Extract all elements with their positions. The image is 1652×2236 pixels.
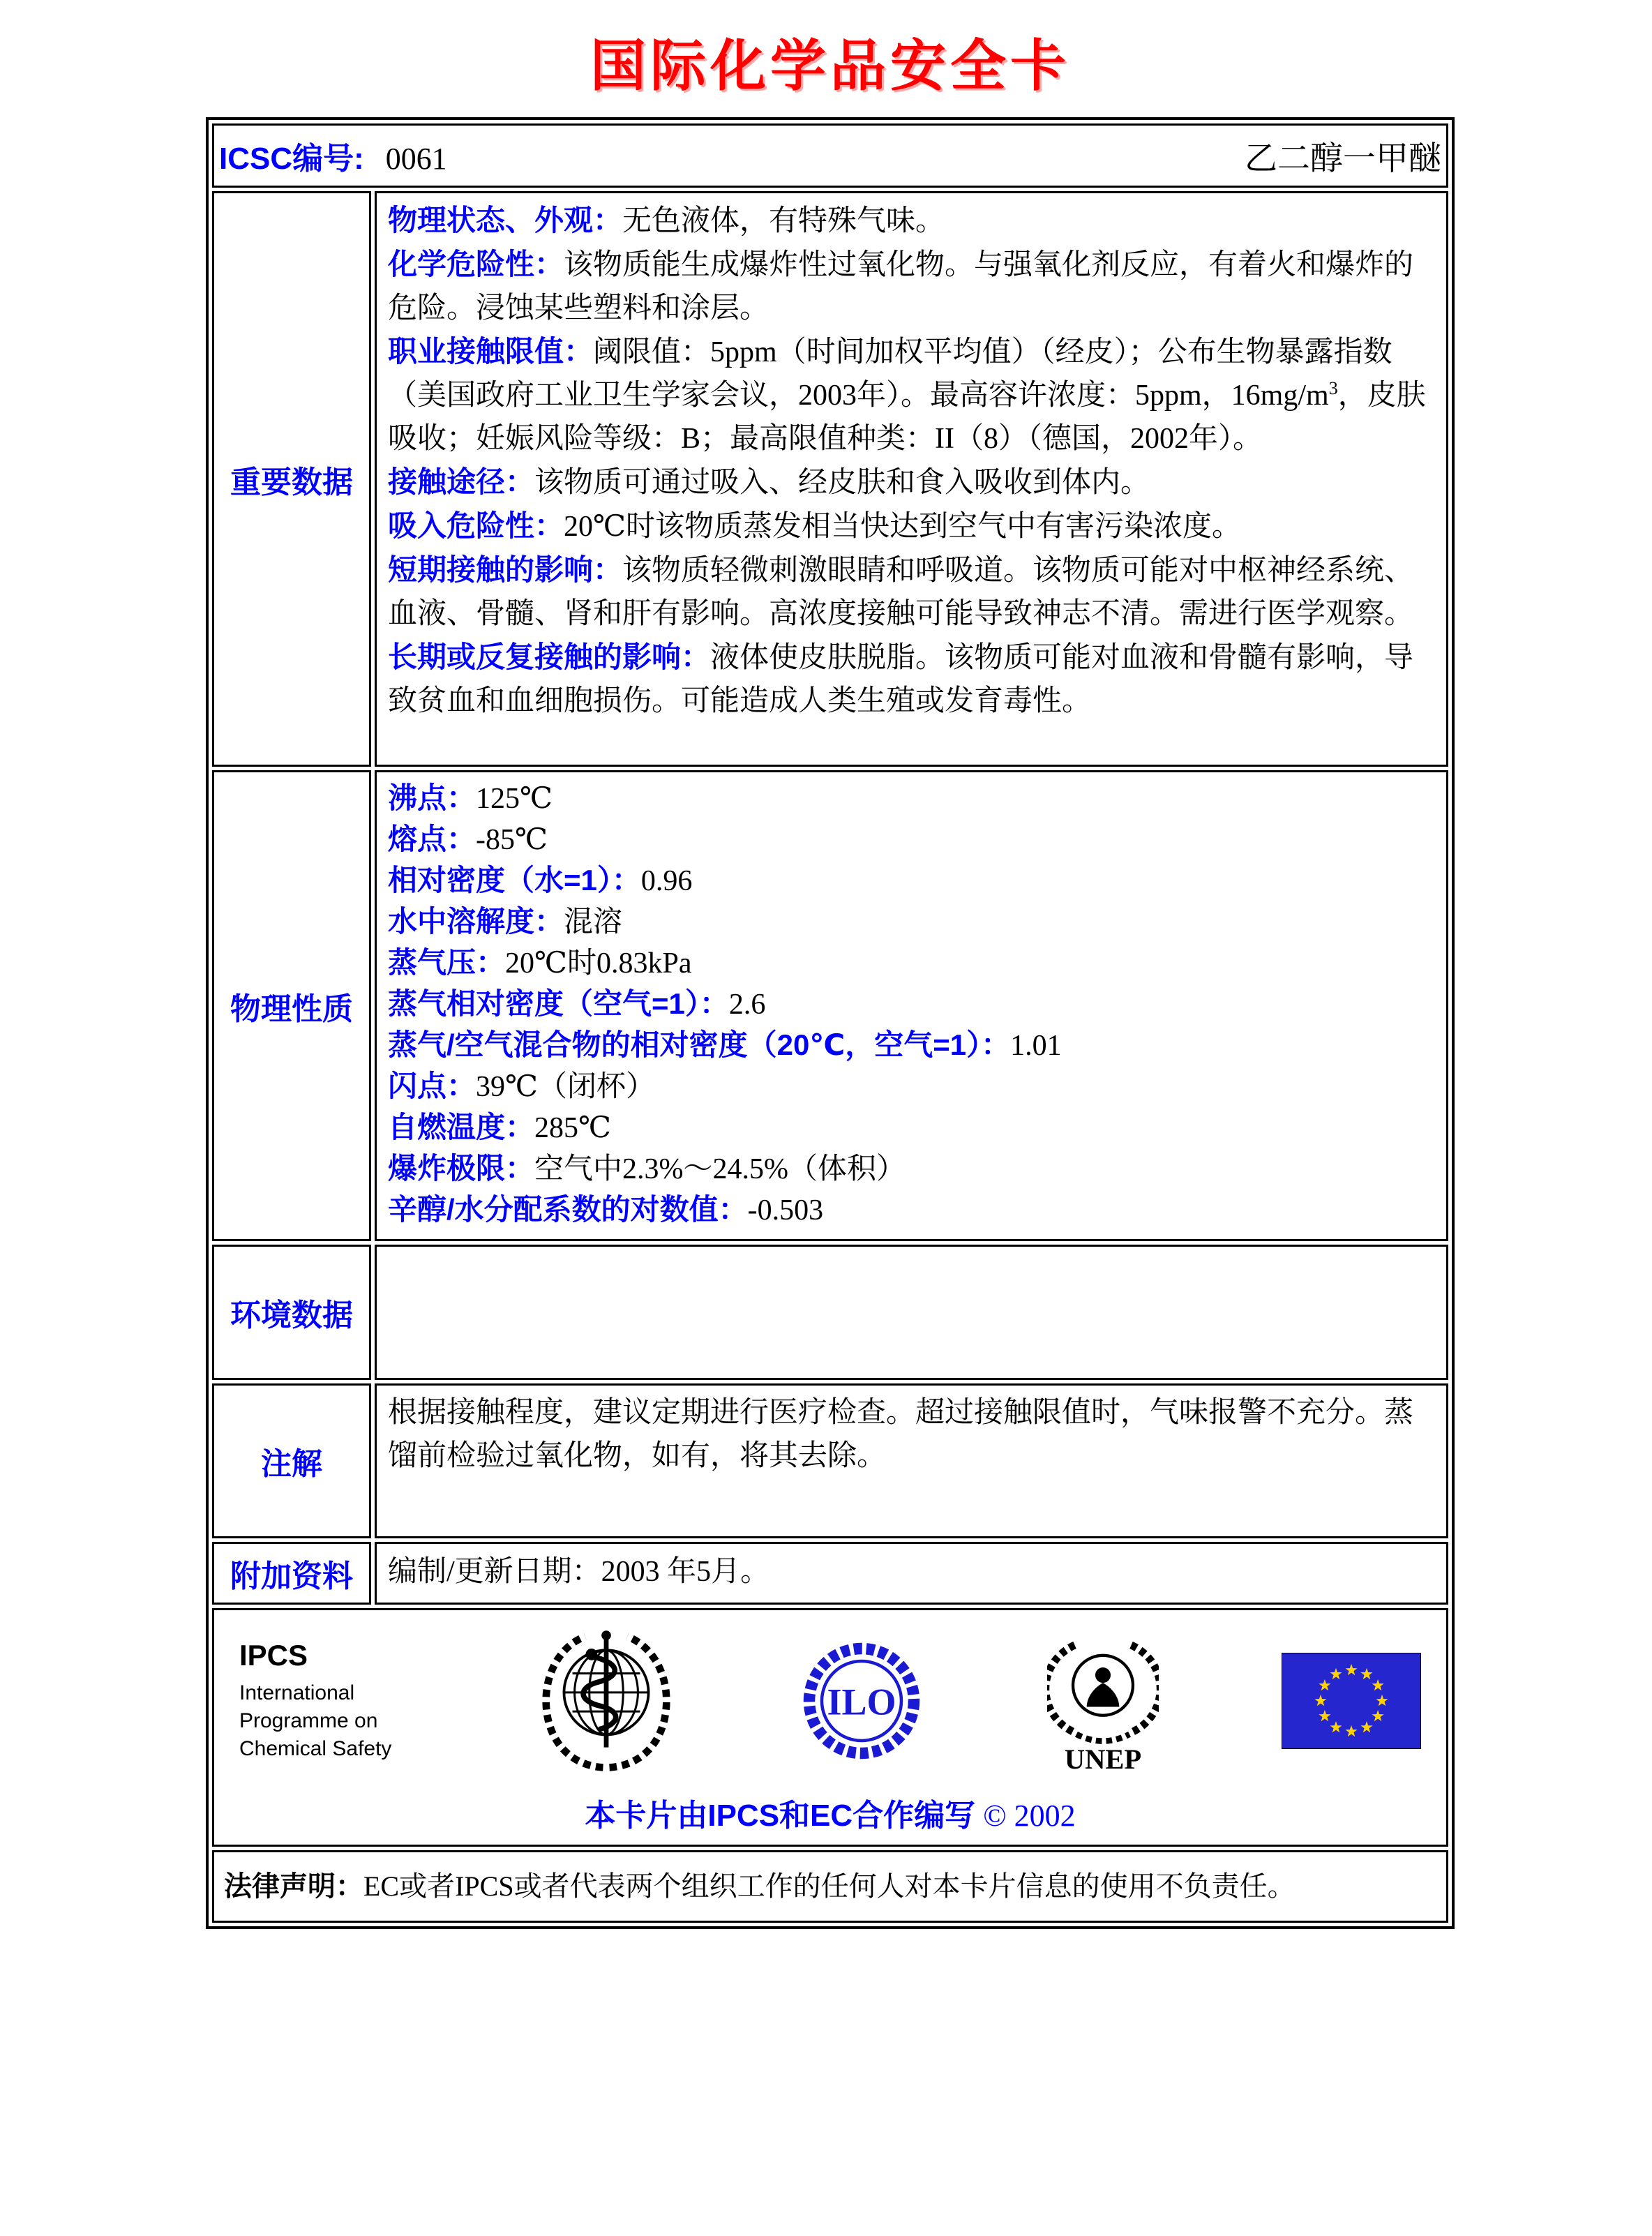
property-value: 1.01 [1010,1030,1062,1062]
property-value: 2.6 [728,989,766,1021]
item-label: 吸入危险性： [388,509,564,542]
property-value: 125℃ [476,783,553,815]
unep-text: UNEP [1064,1743,1142,1773]
ipcs-title: IPCS [239,1639,308,1672]
property-label: 蒸气相对密度（空气=1）： [388,987,729,1020]
property-item [388,901,1435,943]
item-text: 该物质轻微刺激眼睛和呼吸道。该物质可能对中枢神经系统、血液、骨髓、肾和肝有影响。高浓度接触可能导致神志不清。需进行医学观察。 [388,555,1414,630]
property-item [388,1025,1435,1066]
superscript-3: 3 [1328,378,1338,398]
section-label-notes: 注解 [212,1383,371,1538]
property-label: 爆炸极限： [388,1152,535,1185]
ipcs-subtitle-line: Programme on [239,1709,378,1732]
section-label-additional-info: 附加资料 [212,1542,371,1605]
footer-row [212,1608,1448,1847]
ipcs-subtitle-line: Chemical Safety [239,1737,392,1760]
section-label-important-data: 重要数据 [212,191,371,767]
property-value: -0.503 [747,1194,824,1226]
important-data-item [388,460,1435,504]
property-label: 水中溶解度： [388,905,564,938]
property-item [388,1190,1435,1231]
icsc-number-label: ICSC编号: [219,142,364,176]
notes-content: 根据接触程度，建议定期进行医疗检查。超过接触限值时，气味报警不充分。蒸馏前检验过氧化物，如有，将其去除。 [375,1383,1448,1538]
item-text: 液体使皮肤脱脂。该物质可能对血液和骨髓有影响，导致贫血和血细胞损伤。可能造成人类生殖或发育毒性。 [388,642,1414,717]
ipcs-subtitle-line: International [239,1681,355,1704]
item-text: 无色液体，有特殊气味。 [622,205,945,237]
footer-cell [212,1608,1448,1847]
important-data-row [212,191,1448,767]
property-item [388,1107,1435,1148]
environmental-data-content [375,1245,1448,1380]
property-item [388,1148,1435,1190]
additional-info-row [212,1542,1448,1605]
eu-flag-icon [1282,1653,1421,1749]
property-item [388,819,1435,860]
credit-text: 本卡片由IPCS和EC合作编写 [585,1799,976,1833]
legal-text: EC或者IPCS或者代表两个组织工作的任何人对本卡片信息的使用不负责任。 [363,1870,1296,1902]
property-item [388,860,1435,901]
logos-row [232,1623,1428,1779]
legal-cell [212,1850,1448,1923]
item-text: 该物质可通过吸入、经皮肤和食入吸收到体内。 [534,467,1150,499]
environmental-data-row [212,1245,1448,1380]
property-label: 自燃温度： [388,1111,535,1143]
item-text: 阈限值：5ppm（时间加权平均值）（经皮）；公布生物暴露指数（美国政府工业卫生学家会议，2003年）。最高容许浓度：5ppm，16mg/m [388,336,1392,412]
icsc-number-value: 0061 [385,142,447,176]
property-item [388,943,1435,984]
property-value: 20℃时0.83kPa [505,947,692,980]
legal-row [212,1850,1448,1923]
header-cell [212,123,1448,188]
who-emblem-icon [536,1627,676,1775]
property-label: 沸点： [388,781,476,814]
property-value: 285℃ [534,1112,611,1144]
important-data-item [388,504,1435,548]
icsc-card-table [206,117,1455,1929]
credit-year: © 2002 [983,1799,1076,1833]
property-value: 0.96 [640,865,693,897]
ilo-text: ILO [827,1681,896,1723]
credit-line [232,1790,1428,1835]
property-label: 闪点： [388,1070,476,1102]
header-row [212,123,1448,188]
item-label: 化学危险性： [388,248,564,280]
ilo-emblem-icon [799,1638,924,1764]
item-label: 物理状态、外观： [388,204,623,237]
property-value: 39℃（闭杯） [476,1071,655,1103]
physical-properties-row [212,770,1448,1241]
notes-row [212,1383,1448,1538]
item-label: 职业接触限值： [388,335,594,368]
physical-properties-content [375,770,1448,1241]
property-value: -85℃ [476,824,548,856]
item-text: 该物质能生成爆炸性过氧化物。与强氧化剂反应，有着火和爆炸的危险。浸蚀某些塑料和涂层。 [388,249,1414,324]
additional-info-content: 编制/更新日期：2003 年5月。 [375,1542,1448,1605]
important-data-item [388,199,1435,243]
item-label: 接触途径： [388,465,535,498]
important-data-item [388,636,1435,723]
important-data-item [388,243,1435,330]
important-data-item [388,548,1435,636]
property-label: 相对密度（水=1）： [388,864,641,896]
property-value: 空气中2.3%～24.5%（体积） [534,1153,906,1185]
item-label: 短期接触的影响： [388,553,623,586]
property-item [388,1066,1435,1107]
item-text: 20℃时该物质蒸发相当快达到空气中有害污染浓度。 [564,511,1242,543]
item-label: 长期或反复接触的影响： [388,640,711,673]
ipcs-block [239,1639,414,1763]
property-item [388,778,1435,819]
property-label: 蒸气/空气混合物的相对密度（20℃，空气=1）： [388,1028,1011,1061]
section-label-physical-properties: 物理性质 [212,770,371,1241]
section-label-environmental-data: 环境数据 [212,1245,371,1380]
important-data-content [375,191,1448,767]
property-label: 辛醇/水分配系数的对数值： [388,1193,748,1226]
property-item [388,984,1435,1025]
chemical-name: 乙二醇一甲醚 [1245,140,1441,177]
property-value: 混溶 [564,906,623,938]
icsc-number-group [219,133,447,178]
page-title: 国际化学品安全卡 [590,33,1070,98]
unep-emblem-icon [1047,1630,1159,1773]
important-data-item [388,330,1435,460]
legal-label: 法律声明： [224,1871,363,1902]
property-label: 熔点： [388,823,476,855]
item-text: ，皮肤吸收；妊娠风险等级：B；最高限值种类：II（8）（德国，2002年）。 [388,380,1426,455]
property-label: 蒸气压： [388,946,506,979]
